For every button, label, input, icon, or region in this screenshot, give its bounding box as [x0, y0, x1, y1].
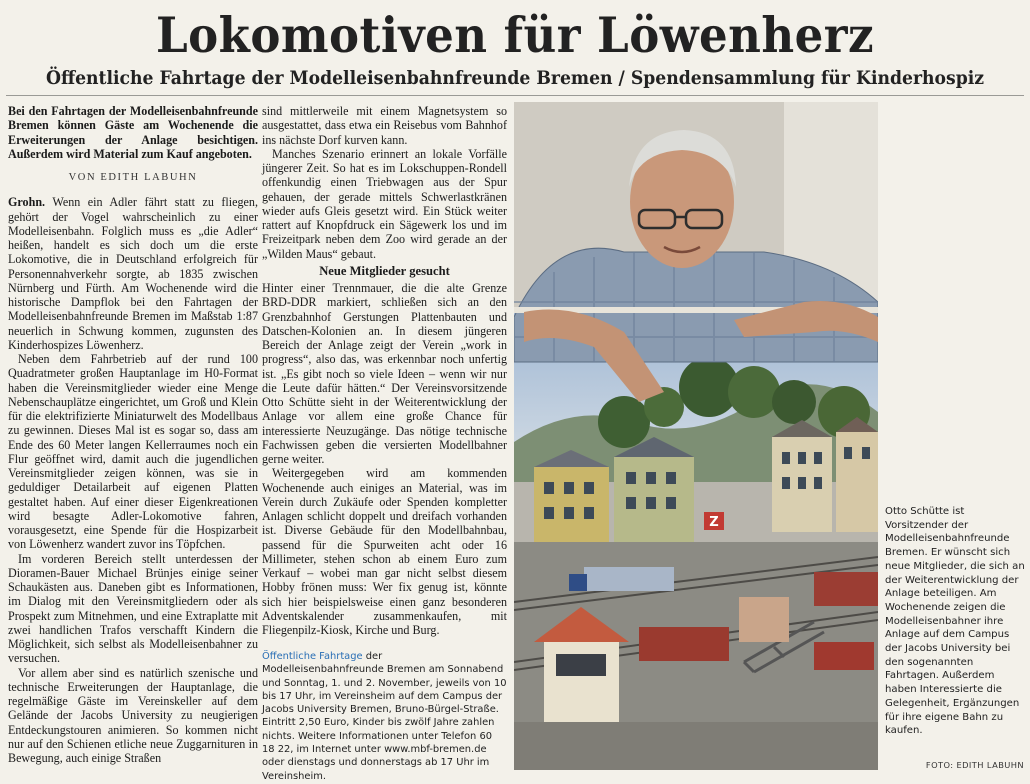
body-paragraph: Weitergegeben wird am kommenden Wochenende auch einiges an Material, was im Verein durch Zukäufe oder Spenden kompletter Anlagen schlicht doppelt und dreifach vorhanden ist. Diverse Gebäude für den Modellbahnbau, passend für die Spurweiten acht oder 16 Millimeter, stehen schon ab einem Euro zum Verkauf – wobei man gar nicht selbst diesem Hobby frönen muss: Wer fix genug ist, könnte sich hier beispielsweise einen ganz besonderen Adventskalender zusammenkaufen, mit Fliegenpilz-Kiosk, Kirche und Burg.	[262, 466, 507, 637]
info-text: der Modelleisenbahnfreunde Bremen am Sonnabend und Sonntag, 1. und 2. November, jeweils von 10 bis 17 Uhr, im Vereinsheim auf dem Campus der Jacobs University Bremen, Bruno-Bürgel-Straße. Eintritt 2,50 Euro, Kinder bis zwölf Jahre zahlen nichts. Weitere Informationen unter Telefon 60 18 22, im Internet unter www.mbf-bremen.de oder dienstags und donnerstags ab 17 Uhr im Vereinsheim.	[262, 651, 507, 782]
article-photo	[514, 102, 878, 770]
body-paragraph: Manches Szenario erinnert an lokale Vorfälle jüngerer Zeit. So hat es im Lokschuppen-Rondell offenkundig einen Triebwagen aus der Spur gehauen, der gerade mittels Schwerlastkränen wieder aufs Gleis gesetzt wird. Ein Stück weiter rattert auf Knopfdruck ein Sägewerk los und im Freizeitpark neben dem Zoo wird gerade an der „Wilden Maus“ gebaut.	[262, 146, 507, 261]
lead-paragraph: Bei den Fahrtagen der Modelleisenbahnfreunde Bremen können Gäste am Wochenende die Erweiterungen der Anlage besichtigen. Außerdem wird Material zum Kauf angeboten.	[8, 104, 258, 161]
header-rule	[6, 95, 1024, 96]
subheadline: Öffentliche Fahrtage der Modelleisenbahnfreunde Bremen / Spendensammlung für Kinderhospiz	[45, 68, 985, 89]
body-text: Wenn ein Adler fährt statt zu fliegen, gehört der Vogel wahrscheinlich zu einer Modelleisenbahn. Folglich muss es „die Adler“ heißen, handelt es sich doch um die erste Lokomotive, die in Deutschland erfolgreich für Personennahverkehr sorgte, ab 1835 zwischen Nürnberg und Fürth. Am Wochenende wird die historische Dampflok bei den Fahrtagen der Modelleisenbahnfreunde Bremen im Maßstab 1:87 neuerlich in Schwung kommen, zugunsten des Kinderhospizes Löwenherz.	[8, 195, 258, 352]
body-paragraph: Im vorderen Bereich stellt unterdessen der Dioramen-Bauer Michael Brünjes einige seiner Schaukästen aus. Daneben gibt es Informationen, im Dialog mit den Vereinsmitgliedern oder als Prospekt zum Mitnehmen, und eine Extraplatte mit zwei handlichen Trafos verschafft Kindern die Möglichkeit, sich selbst als Modelleisenbahner zu versuchen.	[8, 551, 258, 666]
headline: Lokomotiven für Löwenherz	[155, 6, 875, 64]
info-keyword: Öffentliche Fahrtage	[262, 651, 363, 662]
author-byline: VON EDITH LABUHN	[68, 172, 198, 183]
z-sign-text: Z	[709, 515, 719, 530]
article-column-2	[262, 104, 507, 637]
body-paragraph: Neben dem Fahrbetrieb auf der rund 100 Quadratmeter großen Hauptanlage im H0-Format haben die Vereinsmitglieder wieder eine Menge Nebenschauplätze eingerichtet, um Groß und Klein für die elektrifizierte Miniaturwelt des Modellbaus zu gewinnen. Dieses Mal ist es sogar so, dass am Ende des 60 Meter langen Kellerraumes noch ein Flur geöffnet wird, damit auch die jugendlichen Vereinsmitglieder zeigen können, was sie in geduldiger Detailarbeit auf eigenen Platten gestaltet haben. Auf einer dieser Eigenkreationen wird besagte Adler-Lokomotive fahren, vorausgesetzt, eine Spende für die Hospizarbeit von Löwenherz wandert zuvor ins Töpfchen.	[8, 352, 258, 552]
body-paragraph	[8, 195, 258, 352]
body-paragraph: Vor allem aber sind es natürlich szenische und technische Erweiterungen der Hauptanlage, die regelmäßige Gäste im Vereinskeller auf dem Gelände der Jacobs University zu neugierigen Entdeckungstouren animieren. So kommen nicht nur auf den Schienen etliche neue Zuggarnituren in Bewegung, auch einige Straßen	[8, 665, 258, 765]
article-column-1	[8, 104, 258, 765]
photo-caption: Otto Schütte ist Vorsitzender der Modelleisenbahnfreunde Bremen. Er wünscht sich neue Mitglieder, die sich an der Weiterentwicklung der Anlage beteiligen. Am Wochenende zeigen die Modelleisenbahner ihre Anlage auf dem Campus der Jacobs University bei den sogenannten Fahrtagen. Außerdem haben Interessierte die Gelegenheit, Ergänzungen für ihre eigene Bahn zu kaufen.	[885, 506, 1025, 737]
dateline: Grohn.	[8, 195, 46, 210]
event-info-box	[262, 650, 507, 783]
body-paragraph: Hinter einer Trennmauer, die die alte Grenze BRD-DDR markiert, schließen sich an den Grenzbahnhof Gerstungen Plattenbauten und Datschen-Kolonien an. In diesem jüngeren Bereich der Anlage zeigt der Verein „work in progress“, also das, was erkennbar noch unfertig ist. „Es gibt noch so viele Ideen – wenn wir nur die Leute dafür hätten.“ Der Vereinsvorsitzende Otto Schütte sieht in der Weiterentwicklung der Anlage vor allem eine große Chance für interessierte Neuzugänge. Das nötige technische Fachwissen geben die versierten Modellbahner gerne weiter.	[262, 281, 507, 466]
photo-credit: FOTO: EDITH LABUHN	[925, 760, 1024, 770]
model-railway-photo	[514, 102, 878, 770]
section-subheading: Neue Mitglieder gesucht	[319, 263, 450, 278]
body-paragraph: sind mittlerweile mit einem Magnetsystem so ausgestattet, dass etwa ein Reisebus vom Bahnhof ins nächste Dorf kurven kann.	[262, 104, 507, 147]
